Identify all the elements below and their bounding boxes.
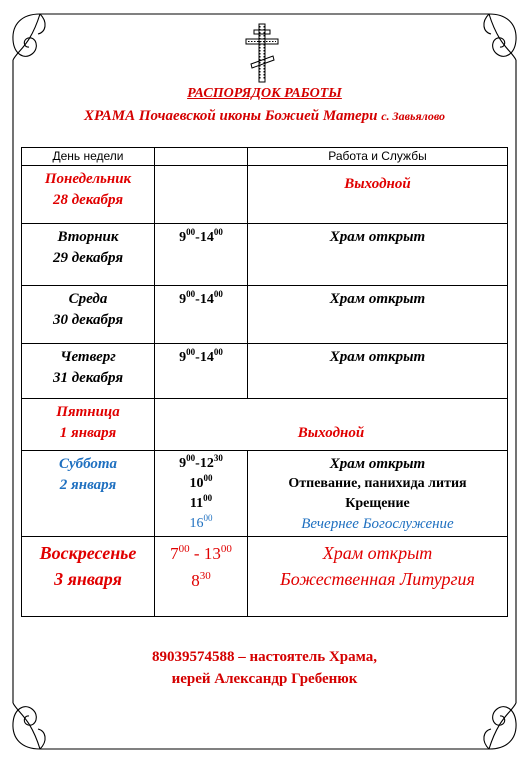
- day-date: 31 декабря: [52, 370, 124, 386]
- time-entry: $7^{00} - 13^{00}$: [170, 543, 232, 563]
- work-cell: [248, 451, 508, 537]
- schedule-table: [21, 147, 508, 617]
- time-minute: 30: [213, 453, 223, 463]
- day-date: 29 декабря: [52, 250, 124, 266]
- column-header-work: Работа и Службы: [248, 148, 508, 166]
- time-minute: 00: [220, 543, 232, 555]
- time-hour: 10: [189, 476, 204, 491]
- work-cell: [248, 224, 508, 286]
- church-name: [0, 108, 529, 125]
- work-cell: [248, 344, 508, 399]
- time-hour: 9: [179, 292, 187, 307]
- work-cell: [155, 399, 508, 451]
- contact-phone: 89039574588 – настоятель Храма,: [152, 649, 377, 665]
- table-row: [22, 166, 508, 224]
- day-cell: [22, 344, 155, 399]
- day-name: Пятница: [56, 404, 120, 420]
- time-cell: [155, 166, 248, 224]
- time-hour: 13: [203, 544, 221, 563]
- table-row: [22, 224, 508, 286]
- work-cell: [248, 537, 508, 617]
- time-minute: 00: [178, 543, 190, 555]
- time-minute: 00: [213, 347, 223, 357]
- day-cell: [22, 399, 155, 451]
- day-date: 3 января: [54, 569, 122, 589]
- work-text: Крещение: [345, 496, 410, 511]
- day-cell: [22, 537, 155, 617]
- contact-footer: [0, 646, 529, 690]
- time-hour: 14: [199, 292, 214, 307]
- table-header-row: [22, 148, 508, 166]
- work-text: Храм открыт: [329, 291, 426, 307]
- day-name: Воскресенье: [39, 543, 137, 563]
- table-row: [22, 537, 508, 617]
- time-hour: 12: [199, 456, 214, 471]
- time-entry: [155, 494, 247, 514]
- day-date: 1 января: [59, 425, 117, 441]
- time-minute: 00: [213, 227, 223, 237]
- schedule-title: РАСПОРЯДОК РАБОТЫ: [187, 86, 342, 101]
- day-date: 28 декабря: [52, 192, 124, 208]
- time-hour: 9: [179, 230, 187, 245]
- time-cell: $9^{00}-14^{00}$: [155, 344, 248, 399]
- time-minute: 00: [213, 289, 223, 299]
- day-name: Среда: [68, 291, 108, 307]
- day-name: Четверг: [60, 349, 116, 365]
- time-minute: 00: [186, 453, 196, 463]
- table-row: [22, 451, 508, 537]
- day-date: 30 декабря: [52, 312, 124, 328]
- work-text: Отпевание, панихида лития: [288, 476, 467, 491]
- work-text: Храм открыт: [329, 229, 426, 245]
- time-hour: 14: [199, 230, 214, 245]
- time-entry: [155, 514, 247, 534]
- work-text: Выходной: [297, 425, 365, 441]
- table-row: [22, 399, 508, 451]
- work-cell: [248, 166, 508, 224]
- time-minute: 00: [203, 513, 213, 523]
- orthodox-cross-icon: [244, 22, 280, 86]
- time-hour: 11: [189, 496, 204, 511]
- time-hour: 7: [170, 544, 179, 563]
- church-name-text: ХРАМА Почаевской иконы Божией Матери: [83, 108, 378, 124]
- day-name: Понедельник: [44, 171, 132, 187]
- column-header-time: [155, 148, 248, 166]
- time-cell: [155, 537, 248, 617]
- village-name: с. Завьялово: [381, 109, 446, 123]
- work-text: Божественная Литургия: [280, 569, 475, 589]
- day-name: Вторник: [57, 229, 119, 245]
- day-date: 2 января: [59, 477, 117, 493]
- work-text: Храм открыт: [329, 349, 426, 365]
- time-entry: [155, 567, 247, 594]
- time-minute: 00: [203, 493, 213, 503]
- contact-priest: иерей Александр Гребенюк: [171, 671, 358, 687]
- time-minute: 00: [203, 473, 213, 483]
- table-row: [22, 344, 508, 399]
- time-minute: 30: [199, 570, 211, 582]
- time-hour: 9: [179, 456, 187, 471]
- time-hour: 8: [191, 571, 200, 590]
- time-minute: 00: [186, 227, 196, 237]
- time-cell: $9^{00}-14^{00}$: [155, 286, 248, 344]
- time-hour: 16: [189, 516, 204, 531]
- day-cell: [22, 224, 155, 286]
- work-text: Вечернее Богослужение: [301, 516, 454, 532]
- time-cell: $9^{00}-14^{00}$: [155, 224, 248, 286]
- time-entry: [155, 474, 247, 494]
- work-text: Выходной: [344, 176, 411, 192]
- time-minute: 00: [186, 289, 196, 299]
- work-cell: [248, 286, 508, 344]
- table-row: [22, 286, 508, 344]
- day-cell: [22, 286, 155, 344]
- day-cell: [22, 451, 155, 537]
- time-entry: $9^{00}-12^{30}$: [179, 453, 223, 471]
- column-header-day: День недели: [22, 148, 155, 166]
- work-text: Храм открыт: [329, 456, 426, 472]
- time-hour: 14: [199, 350, 214, 365]
- time-hour: 9: [179, 350, 187, 365]
- time-minute: 00: [186, 347, 196, 357]
- time-cell: [155, 451, 248, 537]
- day-name: Суббота: [58, 456, 118, 472]
- day-cell: [22, 166, 155, 224]
- work-text: Храм открыт: [322, 543, 433, 563]
